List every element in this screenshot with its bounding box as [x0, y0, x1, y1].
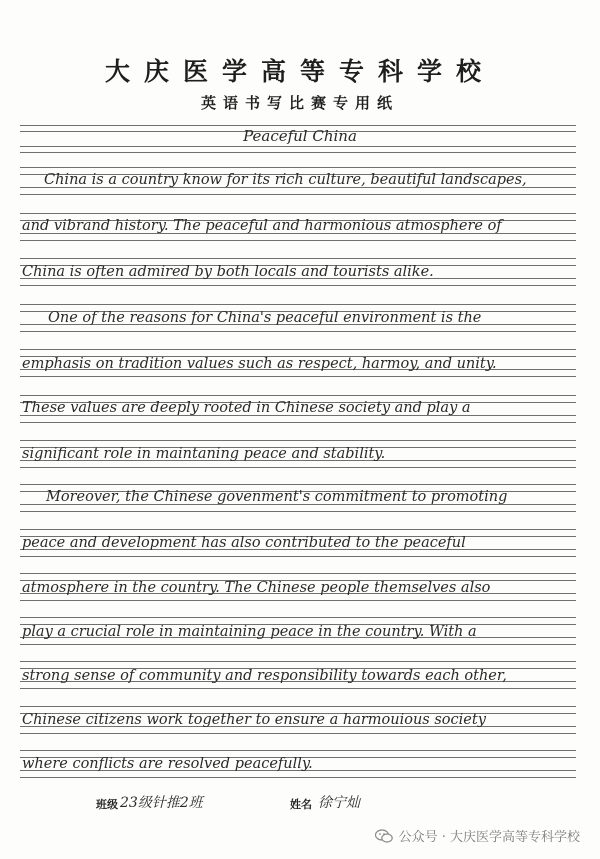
essay-line: peace and development has also contributed to the peaceful: [22, 535, 466, 551]
ruled-line: [20, 484, 576, 485]
ruled-line: [20, 304, 576, 305]
ruled-line: [20, 777, 576, 778]
ruled-line: [20, 376, 576, 377]
watermark: [375, 826, 580, 845]
essay-line: China is a country know for its rich culture, beautiful landscapes,: [44, 172, 527, 188]
school-name: 大庆医学高等专科学校: [104, 57, 495, 86]
ruled-line: [20, 258, 576, 259]
ruled-line: [20, 556, 576, 557]
essay-line: significant role in maintaning peace and stability.: [22, 446, 386, 462]
ruled-line: [20, 511, 576, 512]
ruled-line: [20, 467, 576, 468]
ruled-line: [20, 661, 576, 662]
ruled-line: [20, 688, 576, 689]
ruled-line: [20, 213, 576, 214]
ruled-line: [20, 733, 576, 734]
essay-line: Chinese citizens work together to ensure a harmouious society: [22, 712, 486, 728]
wechat-icon: [375, 829, 393, 843]
ruled-line: [20, 125, 576, 126]
class-label: 班级: [96, 798, 118, 811]
ruled-line: [20, 285, 576, 286]
ruled-line: [20, 422, 576, 423]
essay-line: strong sense of community and responsibility towards each other,: [22, 668, 507, 684]
ruled-line: [20, 331, 576, 332]
essay-line: where conflicts are resolved peacefully.: [22, 756, 313, 772]
ruled-line: [20, 440, 576, 441]
ruled-line: [20, 194, 576, 195]
essay-line: atmosphere in the country. The Chinese people themselves also: [22, 580, 491, 596]
class-value: 23级针推2班: [120, 795, 203, 811]
essay-title: Peaceful China: [243, 127, 357, 145]
ruled-line: [20, 706, 576, 707]
ruled-line: [20, 349, 576, 350]
ruled-line: [20, 167, 576, 168]
name-value: 徐宁灿: [318, 795, 360, 811]
ruled-line: [20, 529, 576, 530]
ruled-line: [20, 395, 576, 396]
ruled-line: [20, 152, 576, 153]
essay-line: Moreover, the Chinese govenment's commitment to promoting: [46, 489, 508, 505]
ruled-line: [20, 240, 576, 241]
ruled-line: [20, 644, 576, 645]
essay-line: and vibrand history. The peaceful and harmonious atmosphere of: [22, 218, 502, 234]
essay-line: play a crucial role in maintaining peace in the country. With a: [22, 624, 477, 640]
ruled-line: [20, 573, 576, 574]
watermark-text: 公众号 · 大庆医学高等专科学校: [398, 830, 580, 845]
name-label: 姓名: [290, 798, 312, 811]
ruled-line: [20, 600, 576, 601]
sheet-title: 英语书写比赛专用纸: [200, 94, 399, 112]
essay-line: These values are deeply rooted in Chinese society and play a: [22, 400, 471, 416]
ruled-line: [20, 750, 576, 751]
essay-line: China is often admired by both locals and tourists alike.: [22, 264, 434, 280]
ruled-line: [20, 617, 576, 618]
essay-line: emphasis on tradition values such as respect, harmoy, and unity.: [22, 356, 497, 372]
essay-line: One of the reasons for China's peaceful environment is the: [48, 310, 482, 326]
ruled-line: [20, 146, 576, 147]
